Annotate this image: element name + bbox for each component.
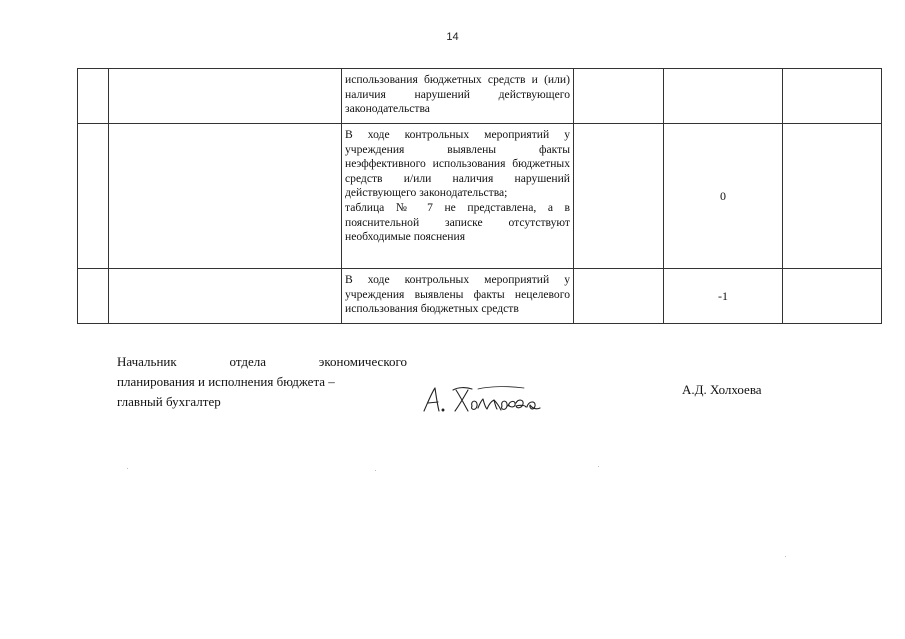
table-cell-indicator — [109, 269, 342, 324]
table-row — [78, 269, 882, 324]
signatory-title-word: отдела — [229, 354, 266, 369]
criterion-text: В ходе контрольных мероприятий у учреждения выявлены факты неэффективного использования бюджетных средств и/или наличия нарушений действующего законодательства; таблица № 7 не представлена, а в пояснительной записке отсутствуют необходимые пояснения — [345, 128, 570, 244]
table-cell-score: 0 — [664, 124, 783, 269]
table-cell-empty — [574, 69, 664, 124]
evaluation-table — [77, 68, 882, 324]
table-cell-indicator — [109, 124, 342, 269]
criterion-text: В ходе контрольных мероприятий у учреждения выявлены факты нецелевого использования бюджетных средств — [345, 273, 570, 316]
table-cell-score: -1 — [664, 269, 783, 324]
table-cell-note — [783, 124, 882, 269]
scan-speck — [598, 466, 599, 467]
table-cell-indicator — [109, 69, 342, 124]
table-row — [78, 69, 882, 124]
scan-speck — [785, 556, 786, 557]
handwritten-signature — [420, 378, 550, 418]
table-cell-empty — [574, 269, 664, 324]
criterion-text: использования бюджетных средств и (или) наличия нарушений действующего законодательства — [345, 73, 570, 116]
table-cell-index — [78, 269, 109, 324]
table-cell-note — [783, 69, 882, 124]
signatory-title — [117, 352, 407, 412]
signer-name: А.Д. Холхоева — [682, 382, 762, 397]
page-number: 14 — [446, 31, 459, 43]
table-row — [78, 124, 882, 269]
table-cell-criterion — [342, 69, 574, 124]
scan-speck — [127, 468, 128, 469]
table-cell-score — [664, 69, 783, 124]
table-cell-empty — [574, 124, 664, 269]
table-cell-criterion — [342, 124, 574, 269]
table-cell-index — [78, 69, 109, 124]
table-cell-note — [783, 269, 882, 324]
signatory-title-line — [117, 352, 407, 372]
scan-speck — [375, 470, 376, 471]
signatory-title-line: главный бухгалтер — [117, 394, 221, 409]
signatory-title-word: Начальник — [117, 354, 177, 369]
signatory-title-line: планирования и исполнения бюджета – — [117, 374, 335, 389]
table-cell-criterion — [342, 269, 574, 324]
signatory-title-word: экономического — [318, 354, 407, 369]
table-cell-index — [78, 124, 109, 269]
